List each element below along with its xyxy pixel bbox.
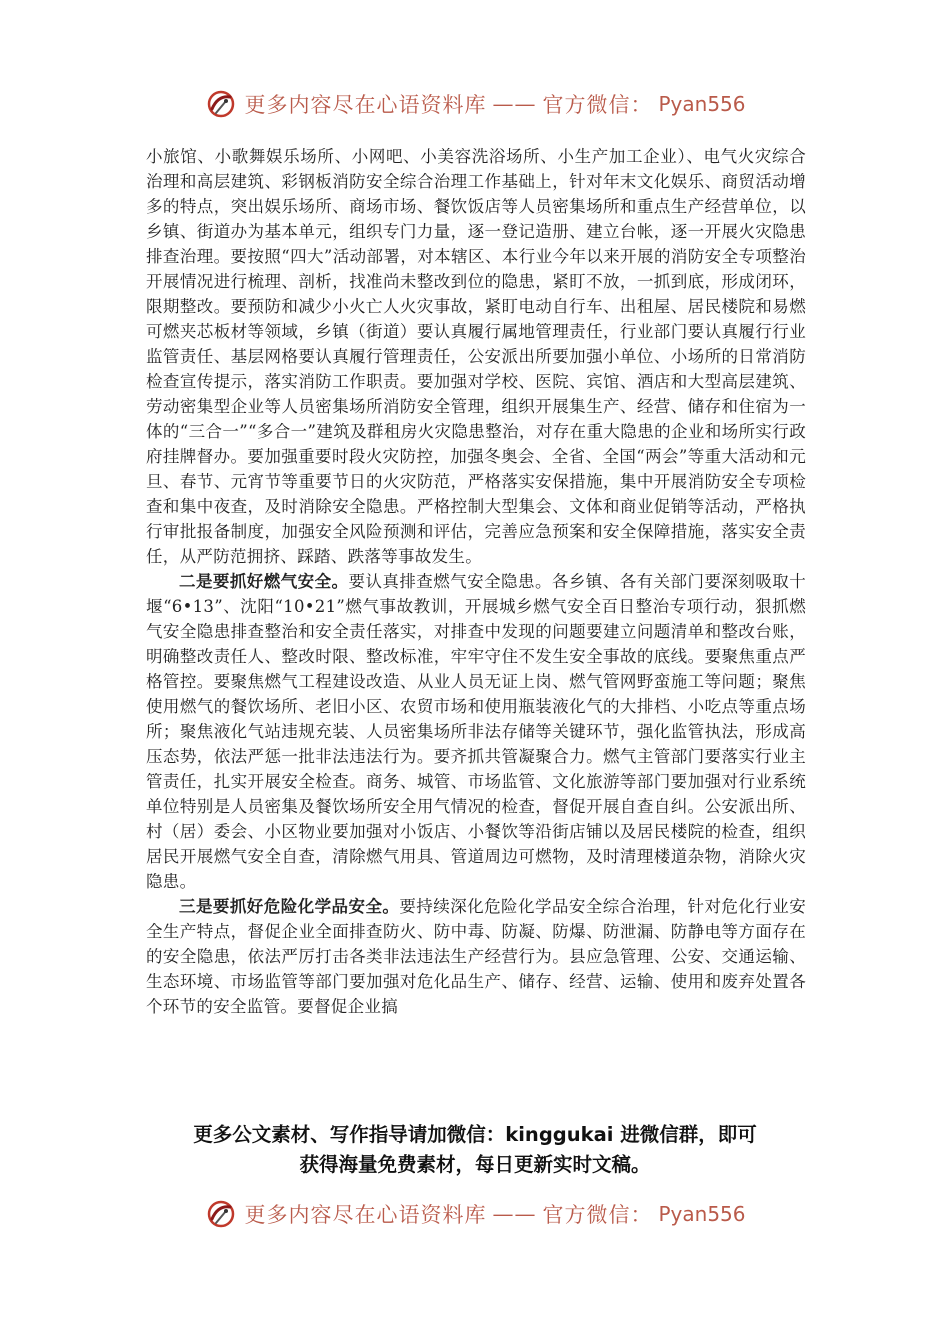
watermark-label: 官方微信：	[542, 1203, 653, 1227]
promo-notice	[120, 1120, 830, 1180]
paragraph-chemical-safety	[146, 894, 806, 1019]
watermark-separator: ——	[492, 92, 537, 116]
watermark-text: 更多内容尽在心语资料库	[244, 93, 487, 117]
watermark-account: Pyan556	[658, 92, 746, 116]
paragraph-text: 要持续深化危险化学品安全综合治理，针对危化行业安全生产特点，督促企业全面排查防火、防中毒、防凝、防爆、防泄漏、防静电等方面存在的安全隐患，依法严厉打击各类非法违法生产经营行为。县应急管理、公安、交通运输、生态环境、市场监管等部门要加强对危化品生产、储存、经营、运输、使用和废弃处置各个环节的安全监管。要督促企业搞	[146, 897, 807, 1016]
paragraph-lead: 二是要抓好燃气安全。	[179, 572, 349, 591]
watermark-separator: ——	[492, 1202, 537, 1226]
paragraph-lead: 三是要抓好危险化学品安全。	[179, 897, 400, 916]
paragraph-text: 小旅馆、小歌舞娱乐场所、小网吧、小美容洗浴场所、小生产加工企业）、电气火灾综合治理和高层建筑、彩钢板消防安全综合治理工作基础上，针对年末文化娱乐、商贸活动增多的特点，突出娱乐场所、商场市场、餐饮饭店等人员密集场所和重点生产经营单位，以乡镇、街道办为基本单元，组织专门力量，逐一登记造册、建立台帐，逐一开展火灾隐患排查治理。要按照“四大”活动部署，对本辖区、本行业今年以来开展的消防安全专项整治开展情况进行梳理、剖析，找准尚未整改到位的隐患，紧盯不放，一抓到底，形成闭环，限期整改。要预防和减少小火亡人火灾事故，紧盯电动自行车、出租屋、居民楼院和易燃可燃夹芯板材等领域，乡镇（街道）要认真履行属地管理责任，行业部门要认真履行行业监管责任、基层网格要认真履行管理责任，公安派出所要加强小单位、小场所的日常消防检查宣传提示，落实消防工作职责。要加强对学校、医院、宾馆、酒店和大型高层建筑、劳动密集型企业等人员密集场所消防安全管理，组织开展集生产、经营、储存和住宿为一体的“三合一”“多合一”建筑及群租房火灾隐患整治，对存在重大隐患的企业和场所实行政府挂牌督办。要加强重要时段火灾防控，加强冬奥会、全省、全国“两会”等重大活动和元旦、春节、元宵节等重要节日的火灾防范，严格落实安保措施，集中开展消防安全专项检查和集中夜查，及时消除安全隐患。严格控制大型集会、文体和商业促销等活动，严格执行审批报备制度，加强安全风险预测和评估，完善应急预案和安全保障措施，落实安全责任，从严防范拥挤、踩踏、跌落等事故发生。	[146, 147, 806, 566]
footer-watermark	[0, 1194, 950, 1234]
promo-line-2: 获得海量免费素材，每日更新实时文稿。	[299, 1153, 651, 1176]
watermark-text: 更多内容尽在心语资料库	[244, 1203, 487, 1227]
swirl-pen-logo-icon	[204, 1197, 238, 1231]
watermark-inner	[204, 87, 745, 121]
header-watermark	[0, 84, 950, 124]
watermark-label: 官方微信：	[542, 93, 653, 117]
paragraph-fire-safety	[146, 144, 806, 569]
promo-line-1: 更多公文素材、写作指导请加微信：kinggukai 进微信群，即可	[193, 1123, 757, 1146]
paragraph-gas-safety	[146, 569, 806, 894]
document-body	[146, 144, 806, 1019]
watermark-inner	[204, 1197, 745, 1231]
swirl-pen-logo-icon	[204, 87, 238, 121]
watermark-account: Pyan556	[658, 1202, 746, 1226]
paragraph-text: 要认真排查燃气安全隐患。各乡镇、各有关部门要深刻吸取十堰“6•13”、沈阳“10•21”燃气事故教训，开展城乡燃气安全百日整治专项行动，狠抓燃气安全隐患排查整治和安全责任落实，对排查中发现的问题要建立问题清单和整改台账，明确整改责任人、整改时限、整改标准，牢牢守住不发生安全事故的底线。要聚焦重点严格管控。要聚焦燃气工程建设改造、从业人员无证上岗、燃气管网野蛮施工等问题；聚焦使用燃气的餐饮场所、老旧小区、农贸市场和使用瓶装液化气的大排档、小吃点等重点场所；聚焦液化气站违规充装、人员密集场所非法存储等关键环节，强化监管执法，形成高压态势，依法严惩一批非法违法行为。要齐抓共管凝聚合力。燃气主管部门要落实行业主管责任，扎实开展安全检查。商务、城管、市场监管、文化旅游等部门要加强对行业系统单位特别是人员密集及餐饮场所安全用气情况的检查，督促开展自查自纠。公安派出所、村（居）委会、小区物业要加强对小饭店、小餐饮等沿街店铺以及居民楼院的检查，组织居民开展燃气安全自查，清除燃气用具、管道周边可燃物，及时清理楼道杂物，消除火灾隐患。	[146, 572, 806, 891]
